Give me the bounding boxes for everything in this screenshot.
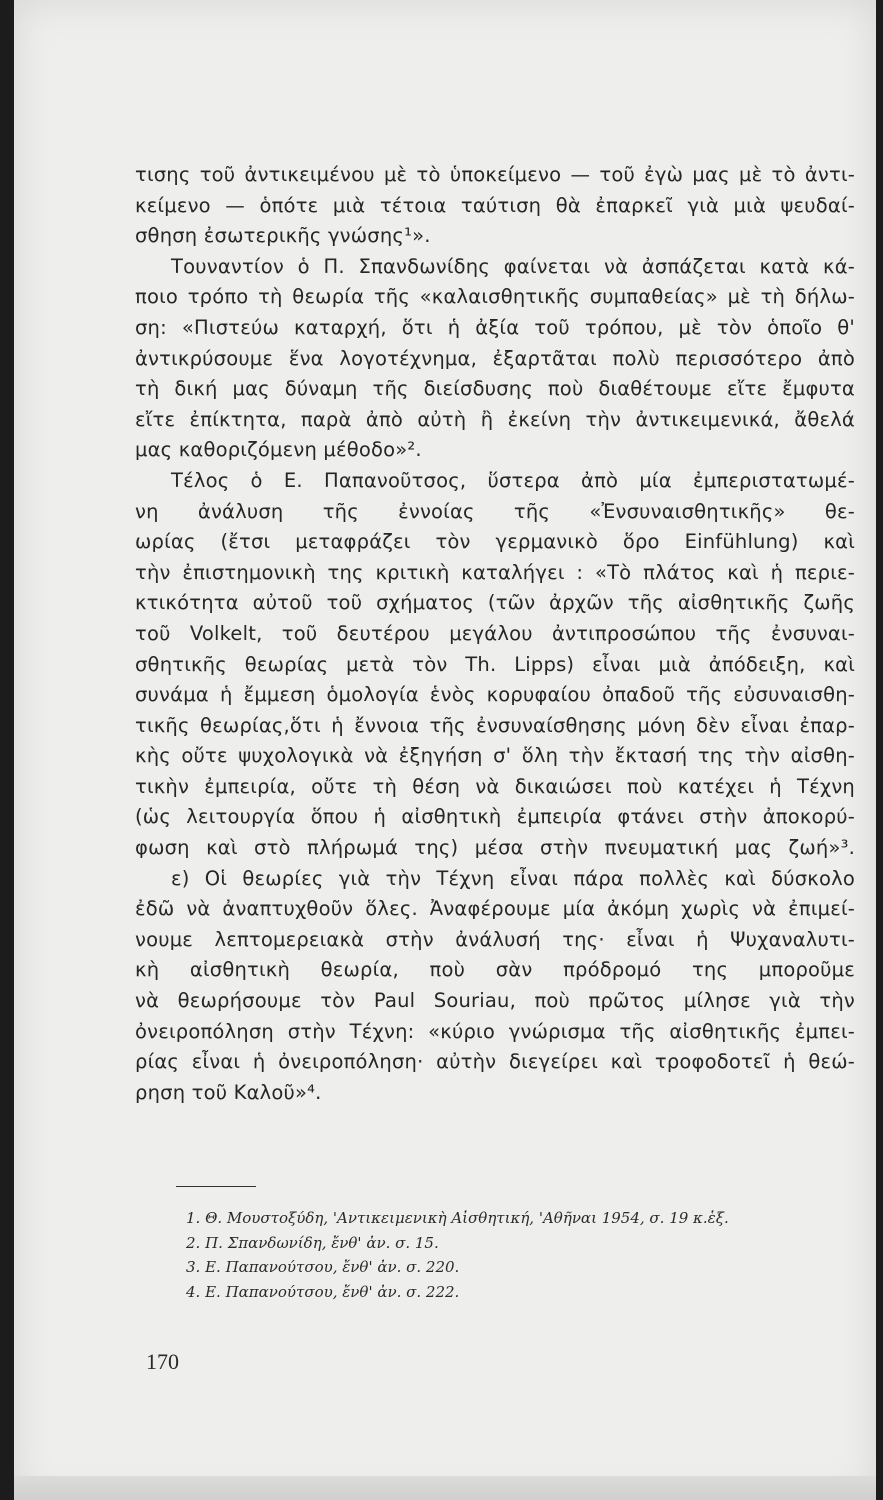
text-line: τικῆς θεωρίας,ὅτι ἡ ἔννοια τῆς ἐνσυναίσθησης μόνη δὲν εἶναι ἐπαρ-: [135, 713, 855, 737]
text-line: ση: «Πιστεύω καταρχή, ὅτι ἡ ἀξία τοῦ τρόπου, μὲ τὸν ὁποῖο θ': [135, 315, 855, 339]
text-line: κείμενο — ὁπότε μιὰ τέτοια ταύτιση θὰ ἐπαρκεῖ γιὰ μιὰ ψευδαί-: [135, 193, 855, 217]
text-line: ρίας εἶναι ἡ ὀνειροπόληση· αὐτὴν διεγείρει καὶ τροφοδοτεῖ ἡ θεώ-: [135, 1050, 855, 1074]
text-line: μας καθοριζόμενη μέθοδο»².: [135, 438, 422, 462]
text-line: σθητικῆς θεωρίας μετὰ τὸν Th. Lipps) εἶναι μιὰ ἀπόδειξη, καὶ: [135, 652, 855, 676]
text-line: τὴν ἐπιστημονικὴ της κριτικὴ καταλήγει : «Τὸ πλάτος καὶ ἡ περιε-: [135, 560, 855, 584]
page-bottom-edge: [14, 1476, 876, 1500]
body-text: [135, 160, 855, 1108]
text-line: σθηση ἐσωτερικῆς γνώσης¹».: [135, 224, 431, 248]
text-line: τοῦ Volkelt, τοῦ δευτέρου μεγάλου ἀντιπροσώπου τῆς ἐνσυναι-: [135, 621, 855, 645]
text-line: τικὴν ἐμπειρία, οὔτε τὴ θέση νὰ δικαιώσει ποὺ κατέχει ἡ Τέχνη: [135, 774, 855, 798]
text-line: νη ἀνάλυση τῆς ἐννοίας τῆς «Ἐνσυναισθητικῆς» θε-: [135, 499, 855, 523]
text-line: (ὡς λειτουργία ὅπου ἡ αἰσθητικὴ ἐμπειρία φτάνει στὴν ἀποκορύ-: [135, 805, 855, 829]
footnote-3: 3. Ε. Παπανούτσου, ἔνθ' ἀν. σ. 220.: [186, 1258, 460, 1276]
text-line: Τέλος ὁ Ε. Παπανοῦτσος, ὕστερα ἀπὸ μία ἐμπεριστατωμέ-: [171, 468, 855, 492]
text-line: ωρίας (ἔτσι μεταφράζει τὸν γερμανικὸ ὅρο Einfühlung) καὶ: [135, 530, 855, 554]
text-line: νουμε λεπτομερειακὰ στὴν ἀνάλυσή της· εἶναι ἡ Ψυχαναλυτι-: [135, 927, 855, 951]
text-line: ποιο τρόπο τὴ θεωρία τῆς «καλαισθητικῆς συμπαθείας» μὲ τὴ δήλω-: [135, 285, 855, 309]
text-line: ὀνειροπόληση στὴν Τέχνη: «κύριο γνώρισμα τῆς αἰσθητικῆς ἐμπει-: [135, 1019, 855, 1043]
text-line: κτικότητα αὐτοῦ τοῦ σχήματος (τῶν ἀρχῶν τῆς αἰσθητικῆς ζωῆς: [135, 591, 855, 615]
text-line: Τουναντίον ὁ Π. Σπανδωνίδης φαίνεται νὰ ἀσπάζεται κατὰ κά-: [171, 254, 855, 278]
text-line: κὴς οὔτε ψυχολογικὰ νὰ ἐξηγήση σ' ὅλη τὴν ἔκτασή της τὴν αἰσθη-: [135, 744, 855, 768]
text-line: τὴ δική μας δύναμη τῆς διείσδυσης ποὺ διαθέτουμε εἴτε ἔμφυτα: [135, 377, 855, 401]
text-line: νὰ θεωρήσουμε τὸν Paul Souriau, ποὺ πρῶτος μίλησε γιὰ τὴν: [135, 989, 855, 1013]
text-line: κὴ αἰσθητικὴ θεωρία, ποὺ σὰν πρόδρομό της μποροῦμε: [135, 958, 855, 982]
footnote-2: 2. Π. Σπανδωνίδη, ἔνθ' ἀν. σ. 15.: [186, 1233, 439, 1252]
footnote-1: 1. Θ. Μουστοξύδη, 'Αντικειμενικὴ Αἰσθητική, 'Αθῆναι 1954, σ. 19 κ.ἑξ.: [186, 1209, 729, 1227]
page-number: 170: [146, 1349, 179, 1374]
text-line: ε) Οἱ θεωρίες γιὰ τὴν Τέχνη εἶναι πάρα πολλὲς καὶ δύσκολο: [171, 866, 855, 890]
text-line: ἐδῶ νὰ ἀναπτυχθοῦν ὅλες. Ἀναφέρουμε μία ἀκόμη χωρὶς νὰ ἐπιμεί-: [135, 897, 855, 921]
text-line: ἀντικρύσουμε ἕνα λογοτέχνημα, ἐξαρτᾶται πολὺ περισσότερο ἀπὸ: [135, 346, 855, 370]
text-line: τισης τοῦ ἀντικειμένου μὲ τὸ ὑποκείμενο — τοῦ ἐγὼ μας μὲ τὸ ἀντι-: [135, 163, 855, 186]
footnote-4: 4. Ε. Παπανούτσου, ἔνθ' ἀν. σ. 222.: [186, 1282, 460, 1301]
text-line: εἴτε ἐπίκτητα, παρὰ ἀπὸ αὐτὴ ἢ ἐκείνη τὴν ἀντικειμενικά, ἄθελά: [135, 407, 855, 431]
footnotes: [186, 1206, 866, 1304]
footnote-divider: [176, 1186, 256, 1187]
text-line: συνάμα ἡ ἔμμεση ὁμολογία ἑνὸς κορυφαίου ὀπαδοῦ τῆς εὐσυναισθη-: [135, 683, 855, 707]
text-line: φωση καὶ στὸ πλήρωμά της) μέσα στὴν πνευματική μας ζωή»³.: [135, 836, 855, 860]
text-line: ρηση τοῦ Καλοῦ»⁴.: [135, 1080, 322, 1104]
